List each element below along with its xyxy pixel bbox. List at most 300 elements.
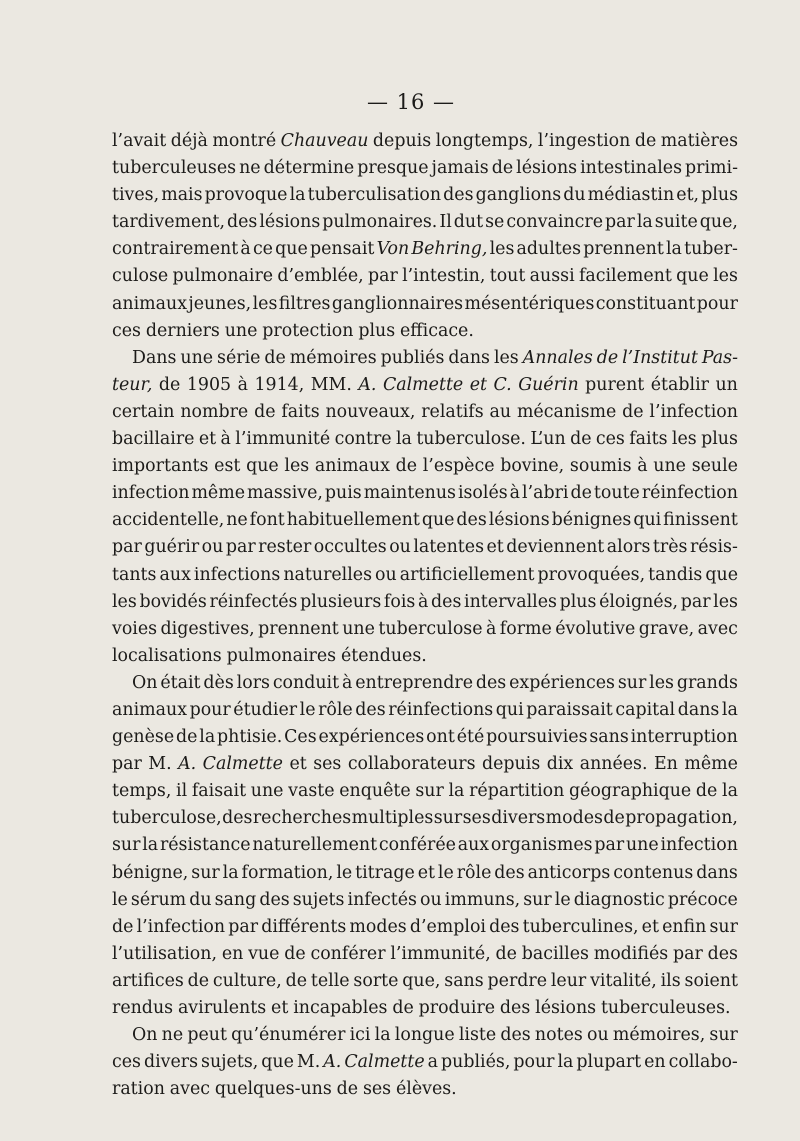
body-text — [112, 128, 738, 1103]
word: plus — [358, 320, 396, 341]
word: tardivement, — [112, 212, 225, 233]
word: dans — [677, 699, 720, 720]
text-line — [112, 589, 738, 616]
word: collaborateurs — [347, 754, 476, 775]
word: guérir — [144, 537, 200, 558]
word: le — [554, 889, 571, 910]
word: formation, — [241, 862, 334, 883]
word: par — [673, 943, 703, 964]
word: du — [563, 185, 586, 206]
word: par — [112, 754, 142, 775]
word: soient — [684, 970, 738, 991]
word: a — [427, 1052, 439, 1073]
word: genèse — [112, 727, 175, 748]
word: sur — [433, 808, 463, 829]
word: la — [636, 212, 653, 233]
text-line — [112, 941, 738, 968]
word: rôle — [318, 699, 353, 720]
word: sans — [589, 727, 629, 748]
word: alors — [606, 537, 651, 558]
word: par — [367, 266, 398, 287]
word: publiés, — [441, 1052, 511, 1073]
word: qu’énumérer — [231, 1025, 346, 1046]
word: bovidés — [139, 591, 207, 612]
word: des — [475, 672, 507, 693]
word: dans — [696, 862, 738, 883]
text-line — [112, 914, 738, 941]
word: longue — [394, 1025, 455, 1046]
word: expériences — [318, 727, 425, 748]
word: infection — [112, 483, 190, 504]
word: adultes — [516, 239, 582, 260]
word: sujets, — [201, 1052, 259, 1073]
word: ne — [226, 510, 248, 531]
word: les — [713, 591, 738, 612]
word: à — [237, 374, 248, 395]
word: les — [493, 347, 519, 368]
word: artifices — [112, 970, 184, 991]
word: modes — [545, 808, 603, 829]
text-line — [112, 832, 738, 859]
word: est — [214, 456, 241, 477]
word: des — [499, 998, 531, 1018]
word: réinfectés — [209, 591, 298, 612]
word: entreprendre — [355, 672, 473, 693]
word: Von — [376, 239, 410, 260]
text-line — [112, 562, 738, 589]
word: naturellement — [252, 835, 378, 856]
word: depuis — [372, 131, 432, 151]
word: fois — [383, 591, 416, 612]
word: géographique — [569, 781, 692, 802]
word: Dans — [132, 347, 177, 368]
word: sorte — [353, 970, 399, 991]
word: infections — [193, 564, 281, 585]
word: éloignés, — [599, 591, 679, 612]
word: protection — [262, 320, 354, 341]
word: anticorps — [527, 862, 611, 883]
word: la — [395, 429, 412, 450]
word: intestinales — [580, 158, 682, 179]
word: tuberculose. — [416, 429, 526, 450]
word: filtres — [278, 293, 331, 314]
word: ne — [239, 158, 261, 179]
text-line — [112, 1022, 738, 1049]
word: par — [228, 916, 259, 937]
word: sans — [444, 970, 484, 991]
word: de — [392, 998, 414, 1018]
word: résistance — [159, 835, 251, 856]
word: quelques-uns — [214, 1079, 332, 1100]
word: les — [252, 293, 278, 314]
word: enquête — [339, 781, 411, 802]
word: propagation, — [625, 808, 738, 829]
word: phtisie. — [217, 727, 283, 748]
word: seule — [691, 456, 738, 477]
word: certain — [112, 401, 175, 422]
word: de — [491, 158, 514, 179]
text-line — [112, 1049, 738, 1076]
word: Calmette — [344, 1052, 425, 1073]
word: les — [713, 266, 738, 287]
word: des — [456, 510, 487, 531]
word: produire — [418, 998, 496, 1018]
word: sujets — [292, 889, 345, 910]
word: ont — [426, 727, 455, 748]
word: une — [224, 320, 258, 341]
word: pour — [513, 1052, 555, 1073]
word: les — [671, 429, 697, 450]
word: des — [222, 808, 253, 829]
word: sur — [709, 1025, 738, 1046]
word: efficace. — [400, 320, 474, 341]
word: nombre — [180, 401, 249, 422]
word: années. — [579, 754, 648, 775]
word: habituellement — [286, 510, 420, 531]
word: répartition — [469, 781, 565, 802]
word: ils — [660, 970, 681, 991]
word: titrage — [355, 862, 415, 883]
word: des — [489, 916, 520, 937]
word: occultes — [313, 537, 387, 558]
text-line — [112, 209, 738, 236]
word: jamais — [431, 158, 489, 179]
word: des — [443, 185, 474, 206]
word: ou — [201, 537, 224, 558]
word: animaux — [112, 293, 187, 314]
word: ce — [252, 239, 273, 260]
word: plusieurs — [300, 591, 382, 612]
word: tuberculose — [378, 618, 483, 639]
word: l’infection — [649, 401, 738, 422]
word: mésentériques — [464, 293, 595, 314]
paragraph — [112, 1022, 738, 1103]
word: du — [189, 889, 212, 910]
word: tout — [489, 266, 526, 287]
word: Annales — [522, 347, 593, 368]
word: tuberculisation — [307, 185, 442, 206]
word: peut — [187, 1025, 227, 1046]
word: En — [653, 754, 678, 775]
text-line — [112, 534, 738, 561]
word: pulmonaires — [226, 645, 337, 666]
word: lésions — [535, 998, 597, 1018]
word: et, — [676, 185, 700, 206]
word: médiastin — [587, 185, 675, 206]
word: à — [485, 618, 497, 639]
word: détermine — [263, 158, 355, 179]
word: mais — [161, 185, 203, 206]
word: presque — [357, 158, 429, 179]
word: que — [246, 456, 279, 477]
text-line — [112, 643, 738, 670]
word: qui — [495, 699, 524, 720]
paragraph — [112, 670, 738, 1022]
word: 1914, — [254, 374, 305, 395]
word: ces — [112, 320, 141, 341]
word: provoque — [204, 185, 288, 206]
word: de — [395, 456, 418, 477]
word: l’immunité, — [390, 943, 491, 964]
word: plus — [559, 591, 597, 612]
word: de — [264, 347, 286, 368]
word: le — [437, 862, 454, 883]
word: interruption — [630, 727, 738, 748]
word: d’emblée, — [277, 266, 364, 287]
word: toute — [593, 483, 640, 504]
word: collabo- — [668, 1052, 738, 1073]
word: réinfections — [388, 699, 494, 720]
word: sur — [617, 672, 647, 693]
word: l’avait — [112, 131, 167, 151]
word: il — [176, 781, 188, 802]
word: de — [254, 401, 276, 422]
word: vaste — [288, 781, 335, 802]
word: une — [653, 456, 686, 477]
word: par — [680, 591, 711, 612]
word: en — [644, 1052, 666, 1073]
word: à — [637, 456, 648, 477]
word: bénigne, — [112, 862, 189, 883]
word: par — [225, 537, 256, 558]
word: voies — [112, 618, 158, 639]
word: des — [226, 212, 258, 233]
word: à — [417, 591, 429, 612]
word: ration — [112, 1079, 165, 1100]
word: On — [132, 672, 158, 693]
word: tuberculines, — [522, 916, 639, 937]
word: les — [649, 672, 674, 693]
text-line — [112, 995, 738, 1022]
word: conduit — [272, 672, 340, 693]
word: de — [695, 781, 718, 802]
word: l’ingestion — [537, 131, 631, 151]
word: Calmette — [382, 374, 464, 395]
word: relatifs — [421, 401, 484, 422]
word: ou — [587, 1025, 609, 1046]
paragraph — [112, 345, 738, 670]
word: de — [570, 483, 592, 504]
word: la — [142, 835, 159, 856]
word: importants — [112, 456, 209, 477]
text-line — [112, 697, 738, 724]
word: Chauveau — [280, 131, 369, 151]
word: constituant — [595, 293, 696, 314]
word: lésions — [516, 158, 578, 179]
text-line — [112, 182, 738, 209]
word: notes — [534, 1025, 583, 1046]
word: expériences — [509, 672, 615, 693]
word: ses — [313, 754, 342, 775]
word: par — [112, 537, 142, 558]
word: même — [191, 483, 246, 504]
word: que — [261, 1052, 294, 1073]
word: vitalité, — [590, 970, 657, 991]
word: animaux — [314, 456, 390, 477]
word: que — [705, 564, 738, 585]
word: soumis — [569, 456, 632, 477]
word: sérum — [130, 889, 187, 910]
word: à — [509, 483, 521, 504]
word: immuns, — [444, 889, 521, 910]
word: prennent — [583, 239, 664, 260]
word: liste — [458, 1025, 497, 1046]
word: sur — [112, 835, 141, 856]
word: sur — [191, 862, 220, 883]
text-line — [112, 345, 738, 372]
word: l’immunité — [235, 429, 331, 450]
word: les — [489, 239, 515, 260]
word: avec — [697, 618, 738, 639]
word: que, — [402, 970, 441, 991]
word: vue — [248, 943, 280, 964]
word: une — [625, 835, 659, 856]
text-line — [112, 291, 738, 318]
word: la — [448, 781, 465, 802]
word: modes — [349, 916, 407, 937]
word: facilement — [578, 266, 672, 287]
word: l’abri — [522, 483, 569, 504]
word: mémoires, — [612, 1025, 706, 1046]
word: infectés — [347, 889, 417, 910]
word: jeunes, — [188, 293, 252, 314]
text-line — [112, 263, 738, 290]
word: pulmonaires. — [322, 212, 438, 233]
text-line — [112, 128, 738, 155]
word: A. — [178, 754, 197, 775]
word: que, — [699, 212, 738, 233]
word: même — [684, 754, 738, 775]
word: et — [198, 429, 217, 450]
word: de — [596, 347, 619, 368]
word: font — [249, 510, 285, 531]
word: précoce — [667, 889, 738, 910]
word: pour — [189, 699, 231, 720]
word: Behring, — [411, 239, 488, 260]
word: de — [570, 429, 592, 450]
word: A. — [358, 374, 377, 395]
word: de — [603, 808, 625, 829]
word: puis — [324, 483, 362, 504]
word: de — [284, 943, 306, 964]
word: lors — [236, 672, 270, 693]
word: isolés — [457, 483, 508, 504]
text-line — [112, 860, 738, 887]
word: organismes — [490, 835, 593, 856]
word: depuis — [482, 754, 541, 775]
word: capital — [615, 699, 676, 720]
word: On — [132, 1025, 158, 1046]
word: teur, — [112, 374, 153, 395]
word: artificiellement — [399, 564, 535, 585]
word: recherches — [252, 808, 352, 829]
word: poursuivies — [486, 727, 588, 748]
word: contre — [334, 429, 392, 450]
word: aux — [457, 835, 490, 856]
word: modifiés — [593, 943, 669, 964]
word: et — [469, 374, 487, 395]
word: rester — [258, 537, 312, 558]
word: tandis — [648, 564, 703, 585]
text-line — [112, 318, 738, 345]
word: M. — [148, 754, 172, 775]
word: ces — [595, 429, 625, 450]
word: tants — [112, 564, 157, 585]
word: différents — [261, 916, 347, 937]
word: 1905 — [186, 374, 232, 395]
text-line — [112, 480, 738, 507]
word: bovine, — [500, 456, 565, 477]
word: dès — [203, 672, 234, 693]
word: conférer — [310, 943, 386, 964]
word: les — [112, 591, 137, 612]
word: divers — [143, 1052, 199, 1073]
word: et — [641, 916, 659, 937]
word: l’infection — [136, 916, 226, 937]
word: naturelles — [283, 564, 373, 585]
word: aussi — [529, 266, 575, 287]
word: faisait — [191, 781, 247, 802]
text-line — [112, 616, 738, 643]
word: infection — [660, 835, 738, 856]
word: Ces — [284, 727, 317, 748]
word: divers — [491, 808, 546, 829]
word: à — [240, 239, 251, 260]
word: grands — [676, 672, 738, 693]
word: à — [220, 429, 231, 450]
word: la — [222, 862, 239, 883]
text-line — [112, 968, 738, 995]
word: de — [495, 943, 517, 964]
word: l’espèce — [422, 456, 495, 477]
word: lésions — [259, 212, 321, 233]
word: Pas- — [701, 347, 738, 368]
word: ne — [161, 1025, 184, 1046]
word: la — [289, 185, 306, 206]
word: de — [112, 916, 134, 937]
word: intervalles — [464, 591, 557, 612]
word: par — [605, 212, 635, 233]
word: déjà — [170, 131, 208, 151]
word: maintenus — [363, 483, 456, 504]
word: telle — [310, 970, 350, 991]
word: nouveaux, — [325, 401, 416, 422]
word: ici — [349, 1025, 371, 1046]
word: tuber- — [684, 239, 738, 260]
word: des — [355, 699, 386, 720]
word: avec — [169, 1079, 210, 1100]
word: A. — [323, 1052, 342, 1073]
word: diagnostic — [573, 889, 665, 910]
word: le — [299, 699, 316, 720]
word: suite — [654, 212, 698, 233]
text-line — [112, 751, 738, 778]
word: que — [421, 510, 455, 531]
word: tives, — [112, 185, 160, 206]
word: plus — [701, 429, 738, 450]
word: accidentelle, — [112, 510, 225, 531]
word: la — [557, 1052, 574, 1073]
word: aux — [159, 564, 191, 585]
word: se — [485, 212, 505, 233]
text-line — [112, 236, 738, 263]
word: mécanisme — [516, 401, 617, 422]
word: finissent — [663, 510, 738, 531]
word: prennent — [258, 618, 339, 639]
word: l’utilisation, — [112, 943, 218, 964]
word: mémoires — [289, 347, 377, 368]
word: sur — [523, 889, 552, 910]
